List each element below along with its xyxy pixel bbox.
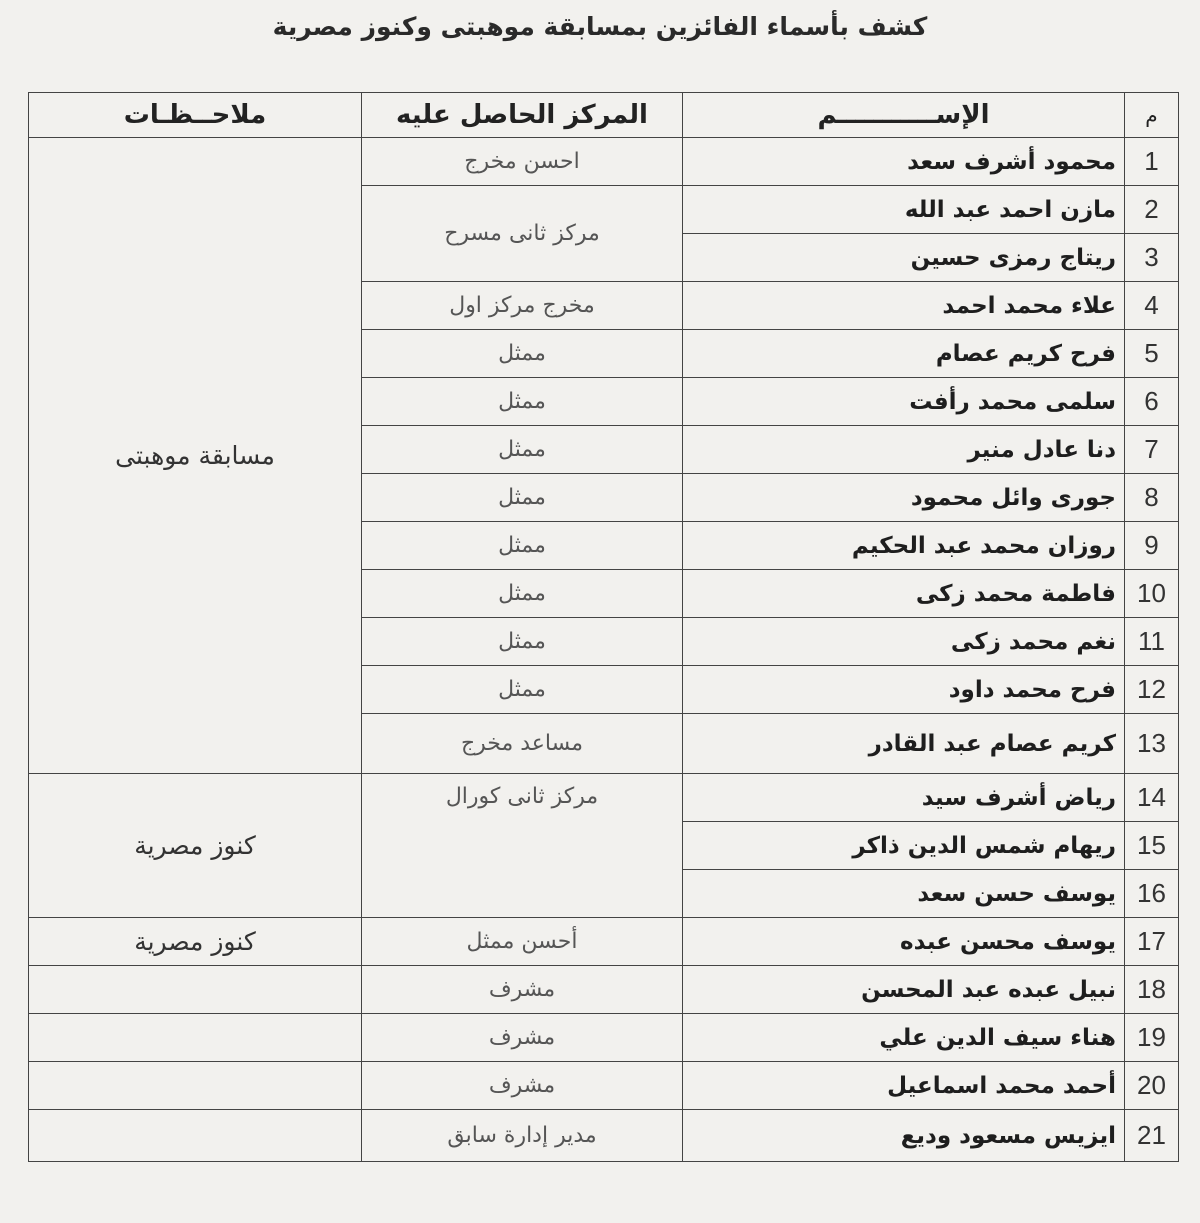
row-number: 11	[1125, 618, 1179, 666]
winner-name: سلمى محمد رأفت	[683, 378, 1125, 426]
header-num: م	[1125, 93, 1179, 138]
winner-name: دنا عادل منير	[683, 426, 1125, 474]
winner-name: رياض أشرف سيد	[683, 774, 1125, 822]
page-title: كشف بأسماء الفائزين بمسابقة موهبتى وكنوز مصرية	[272, 12, 928, 41]
row-number: 8	[1125, 474, 1179, 522]
rank-cell: مخرج مركز اول	[362, 282, 683, 330]
row-number: 6	[1125, 378, 1179, 426]
row-number: 16	[1125, 870, 1179, 918]
rank-cell: مشرف	[362, 1062, 683, 1110]
rank-cell: مدير إدارة سابق	[362, 1110, 683, 1162]
row-number: 15	[1125, 822, 1179, 870]
header-notes: ملاحــظـات	[29, 93, 362, 138]
rank-cell: مركز ثانى مسرح	[362, 186, 683, 282]
winner-name: ريهام شمس الدين ذاكر	[683, 822, 1125, 870]
notes-empty	[29, 1062, 362, 1110]
row-number: 3	[1125, 234, 1179, 282]
winner-name: نغم محمد زكى	[683, 618, 1125, 666]
winner-name: يوسف محسن عبده	[683, 918, 1125, 966]
winner-name: محمود أشرف سعد	[683, 138, 1125, 186]
notes-empty	[29, 1110, 362, 1162]
rank-cell: أحسن ممثل	[362, 918, 683, 966]
table-row	[29, 918, 1179, 966]
rank-cell: ممثل	[362, 618, 683, 666]
rank-cell: احسن مخرج	[362, 138, 683, 186]
rank-cell: ممثل	[362, 666, 683, 714]
header-name: الإســـــــــــم	[683, 93, 1125, 138]
row-number: 4	[1125, 282, 1179, 330]
row-number: 2	[1125, 186, 1179, 234]
rank-cell: ممثل	[362, 330, 683, 378]
winner-name: يوسف حسن سعد	[683, 870, 1125, 918]
winner-name: فرح كريم عصام	[683, 330, 1125, 378]
row-number: 19	[1125, 1014, 1179, 1062]
row-number: 1	[1125, 138, 1179, 186]
rank-cell: مشرف	[362, 966, 683, 1014]
winner-name: ايزيس مسعود وديع	[683, 1110, 1125, 1162]
rank-cell: ممثل	[362, 570, 683, 618]
winner-name: أحمد محمد اسماعيل	[683, 1062, 1125, 1110]
winners-table	[28, 92, 1179, 1162]
rank-cell: مشرف	[362, 1014, 683, 1062]
row-number: 9	[1125, 522, 1179, 570]
rank-cell: مساعد مخرج	[362, 714, 683, 774]
winner-name: نبيل عبده عبد المحسن	[683, 966, 1125, 1014]
winner-name: ريتاج رمزى حسين	[683, 234, 1125, 282]
notes-kunoz: كنوز مصرية	[29, 774, 362, 918]
row-number: 5	[1125, 330, 1179, 378]
rank-cell: ممثل	[362, 522, 683, 570]
winner-name: فاطمة محمد زكى	[683, 570, 1125, 618]
winner-name: هناء سيف الدين علي	[683, 1014, 1125, 1062]
rank-cell: ممثل	[362, 378, 683, 426]
notes-kunoz: كنوز مصرية	[29, 918, 362, 966]
winner-name: روزان محمد عبد الحكيم	[683, 522, 1125, 570]
header-row	[29, 93, 1179, 138]
row-number: 20	[1125, 1062, 1179, 1110]
row-number: 13	[1125, 714, 1179, 774]
header-rank: المركز الحاصل عليه	[362, 93, 683, 138]
table-row	[29, 1014, 1179, 1062]
row-number: 7	[1125, 426, 1179, 474]
row-number: 18	[1125, 966, 1179, 1014]
row-number: 10	[1125, 570, 1179, 618]
table-row	[29, 1110, 1179, 1162]
notes-empty	[29, 966, 362, 1014]
rank-cell: مركز ثانى كورال	[362, 774, 683, 918]
table-row	[29, 138, 1179, 186]
notes-mawhibati: مسابقة موهبتى	[29, 138, 362, 774]
rank-cell: ممثل	[362, 474, 683, 522]
notes-empty	[29, 1014, 362, 1062]
row-number: 14	[1125, 774, 1179, 822]
row-number: 12	[1125, 666, 1179, 714]
winner-name: جورى وائل محمود	[683, 474, 1125, 522]
rank-cell: ممثل	[362, 426, 683, 474]
table-row	[29, 966, 1179, 1014]
winner-name: مازن احمد عبد الله	[683, 186, 1125, 234]
table-row	[29, 1062, 1179, 1110]
table-row	[29, 774, 1179, 822]
row-number: 21	[1125, 1110, 1179, 1162]
winner-name: فرح محمد داود	[683, 666, 1125, 714]
row-number: 17	[1125, 918, 1179, 966]
winner-name: علاء محمد احمد	[683, 282, 1125, 330]
winner-name: كريم عصام عبد القادر	[683, 714, 1125, 774]
